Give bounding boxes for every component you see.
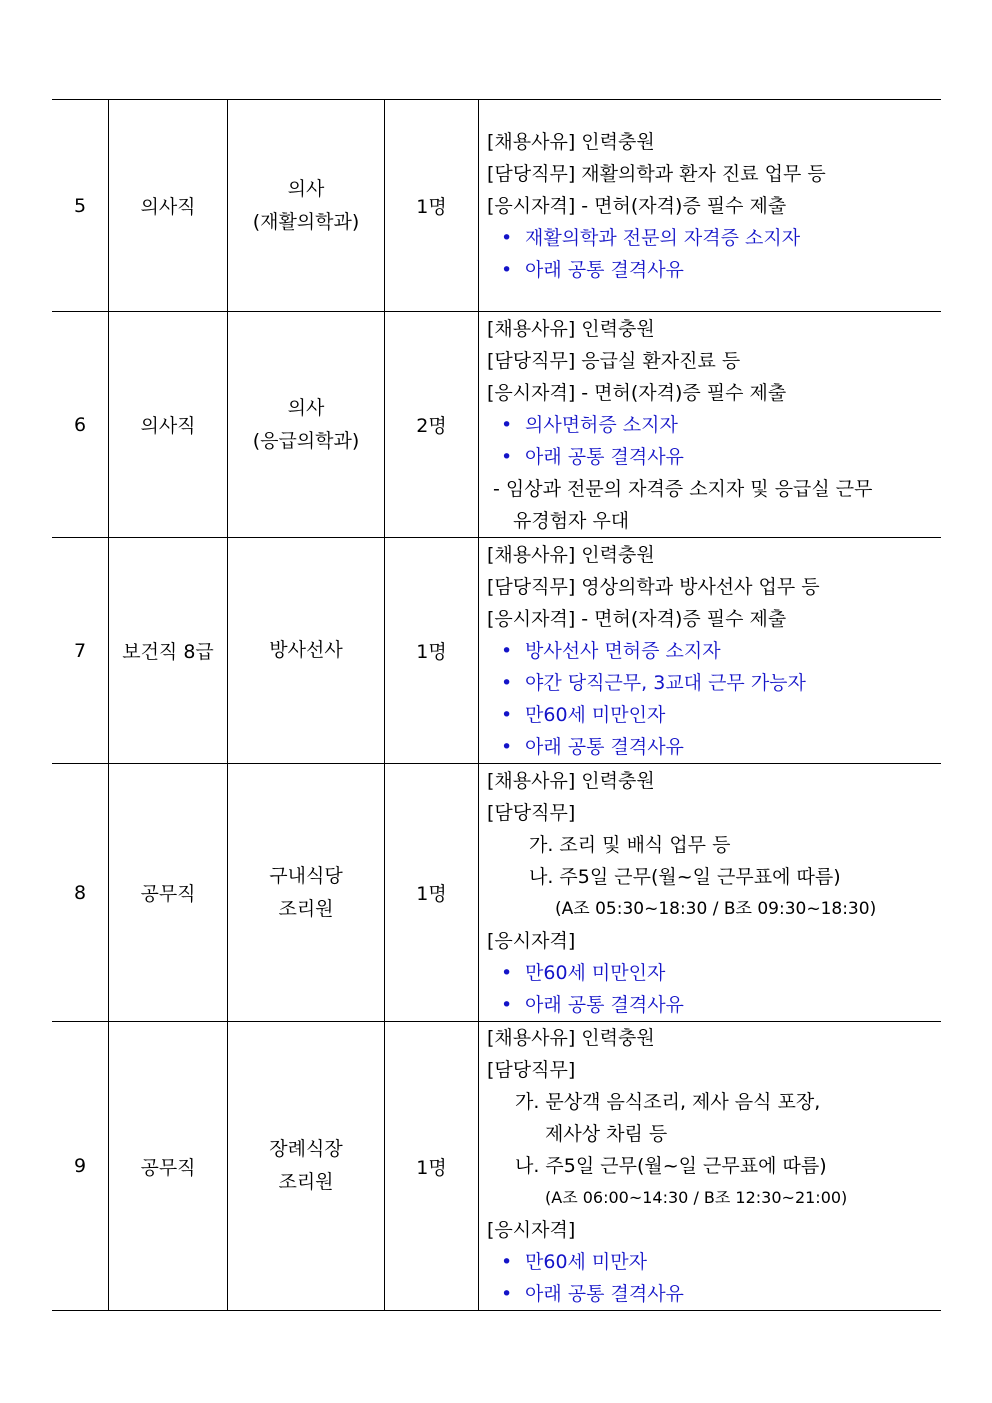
position-line: 장례식장	[269, 1138, 343, 1160]
description-line: [담당직무]	[487, 1059, 576, 1081]
description-line: [응시자격] - 면허(자격)증 필수 제출	[487, 194, 787, 217]
position-cell	[228, 538, 385, 764]
job-category: 공무직	[140, 883, 196, 905]
requirement-text: 만60세 미만자	[525, 1251, 647, 1273]
requirement-text: 방사선사 면허증 소지자	[525, 639, 721, 662]
requirement-text: 아래 공통 결격사유	[525, 993, 684, 1016]
requirement-bullet	[501, 254, 941, 286]
bullet-icon: •	[501, 258, 513, 281]
requirement-text: 아래 공통 결격사유	[525, 1283, 684, 1305]
description-line: [응시자격] - 면허(자격)증 필수 제출	[487, 381, 787, 404]
description-line: 나. 주5일 근무(월~일 근무표에 따름)	[515, 1155, 827, 1177]
position-cell	[228, 100, 385, 312]
bullet-icon: •	[501, 1283, 513, 1305]
job-category: 보건직 8급	[122, 641, 214, 663]
table-row	[52, 312, 941, 538]
table-row	[52, 100, 941, 312]
description-line: (A조 06:00~14:30 / B조 12:30~21:00)	[545, 1188, 848, 1207]
row-number-cell	[52, 312, 109, 538]
headcount: 1명	[416, 1156, 447, 1179]
row-number-cell	[52, 1022, 109, 1311]
bullet-icon: •	[501, 993, 513, 1016]
description-line: [채용사유] 인력충원	[487, 1027, 655, 1049]
position-line: 조리원	[278, 897, 334, 920]
requirement-text: 만60세 미만인자	[525, 703, 666, 726]
description-line: [응시자격]	[487, 1219, 576, 1241]
job-category-cell	[109, 1022, 228, 1311]
headcount-cell	[385, 538, 479, 764]
position-line: (응급의학과)	[252, 429, 360, 452]
description-line: [채용사유] 인력충원	[487, 769, 655, 792]
position-line: 의사	[287, 396, 325, 419]
description-line: [응시자격]	[487, 929, 576, 952]
headcount: 1명	[416, 196, 447, 218]
row-number: 7	[73, 639, 87, 662]
job-category-cell	[109, 538, 228, 764]
description-cell	[479, 1022, 942, 1311]
description-line: 가. 조리 및 배식 업무 등	[529, 833, 731, 856]
headcount-cell	[385, 764, 479, 1022]
requirement-text: 아래 공통 결격사유	[525, 445, 684, 468]
job-category-cell	[109, 312, 228, 538]
table-row	[52, 538, 941, 764]
description-line: 나. 주5일 근무(월~일 근무표에 따름)	[529, 865, 841, 888]
description-line: [담당직무] 재활의학과 환자 진료 업무 등	[487, 162, 826, 185]
position-cell	[228, 764, 385, 1022]
requirement-bullet	[501, 731, 941, 763]
row-number: 6	[73, 413, 87, 436]
bullet-icon: •	[501, 413, 513, 436]
requirement-text: 야간 당직근무, 3교대 근무 가능자	[525, 671, 806, 694]
job-category: 의사직	[140, 415, 196, 437]
requirement-text: 만60세 미만인자	[525, 961, 666, 984]
description-line: [채용사유] 인력충원	[487, 543, 655, 566]
requirement-bullet	[501, 989, 941, 1021]
bullet-icon: •	[501, 226, 513, 249]
bullet-icon: •	[501, 735, 513, 758]
position-line: 구내식당	[269, 864, 343, 887]
description-line: - 임상과 전문의 자격증 소지자 및 응급실 근무	[493, 477, 873, 500]
description-line: [채용사유] 인력충원	[487, 317, 655, 340]
requirement-bullet	[501, 222, 941, 254]
position-line: 의사	[287, 177, 325, 200]
bullet-icon: •	[501, 703, 513, 726]
bullet-icon: •	[501, 961, 513, 984]
position-line: 방사선사	[269, 639, 343, 661]
requirement-bullet	[501, 957, 941, 989]
bullet-icon: •	[501, 671, 513, 694]
headcount: 1명	[416, 641, 447, 663]
bullet-icon: •	[501, 639, 513, 662]
requirement-bullet	[501, 699, 941, 731]
requirement-text: 아래 공통 결격사유	[525, 735, 684, 758]
job-category-cell	[109, 764, 228, 1022]
description-line: 유경험자 우대	[513, 509, 630, 532]
row-number: 5	[73, 194, 87, 217]
requirement-bullet	[501, 1246, 941, 1278]
description-line: [담당직무]	[487, 801, 576, 824]
recruitment-table	[52, 99, 941, 1311]
requirement-bullet	[501, 409, 941, 441]
requirement-text: 재활의학과 전문의 자격증 소지자	[525, 226, 801, 249]
description-line: 제사상 차림 등	[545, 1123, 668, 1145]
position-cell	[228, 1022, 385, 1311]
requirement-text: 의사면허증 소지자	[525, 413, 678, 436]
table-row	[52, 1022, 941, 1311]
description-line: (A조 05:30~18:30 / B조 09:30~18:30)	[555, 898, 877, 919]
description-cell	[479, 312, 942, 538]
table-row	[52, 764, 941, 1022]
description-cell	[479, 538, 942, 764]
position-line: 조리원	[278, 1171, 334, 1193]
description-line: 가. 문상객 음식조리, 제사 음식 포장,	[515, 1091, 821, 1113]
headcount-cell	[385, 1022, 479, 1311]
requirement-bullet	[501, 635, 941, 667]
row-number-cell	[52, 100, 109, 312]
row-number: 8	[73, 881, 87, 904]
requirement-bullet	[501, 441, 941, 473]
row-number-cell	[52, 764, 109, 1022]
headcount: 2명	[416, 415, 447, 437]
position-cell	[228, 312, 385, 538]
bullet-icon: •	[501, 1251, 513, 1273]
requirement-bullet	[501, 667, 941, 699]
requirement-bullet	[501, 1278, 941, 1310]
bullet-icon: •	[501, 445, 513, 468]
row-number-cell	[52, 538, 109, 764]
description-cell	[479, 100, 942, 312]
position-line: (재활의학과)	[252, 210, 360, 233]
headcount-cell	[385, 312, 479, 538]
headcount: 1명	[416, 883, 447, 905]
headcount-cell	[385, 100, 479, 312]
requirement-text: 아래 공통 결격사유	[525, 258, 684, 281]
job-category: 의사직	[140, 196, 196, 218]
description-line: [담당직무] 응급실 환자진료 등	[487, 349, 741, 372]
row-number: 9	[73, 1155, 87, 1177]
description-line: [담당직무] 영상의학과 방사선사 업무 등	[487, 575, 820, 598]
description-line: [채용사유] 인력충원	[487, 130, 655, 153]
description-line: [응시자격] - 면허(자격)증 필수 제출	[487, 607, 787, 630]
table-body	[52, 100, 941, 1311]
description-cell	[479, 764, 942, 1022]
job-category: 공무직	[140, 1156, 196, 1179]
job-category-cell	[109, 100, 228, 312]
